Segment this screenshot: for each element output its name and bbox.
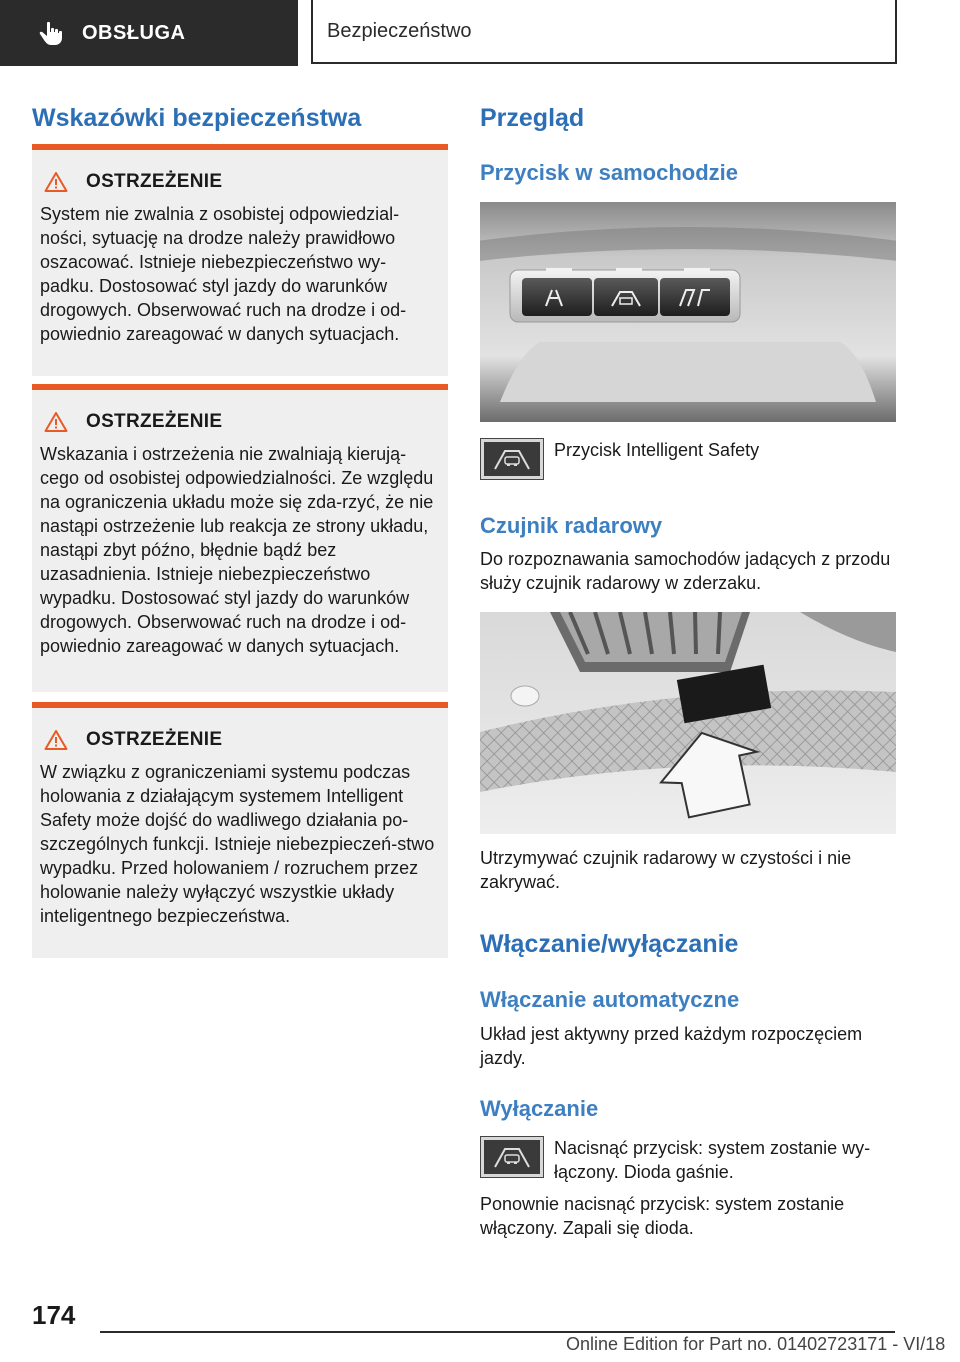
- footer-divider: [100, 1331, 895, 1333]
- radar-sensor-note: Utrzymywać czujnik radarowy w czystości i nie zakrywać.: [480, 848, 852, 892]
- warning-triangle-icon: [44, 411, 68, 433]
- warning-heading: OSTRZEŻENIE: [86, 171, 223, 192]
- safety-notes-title: Wskazówki bezpieczeństwa: [32, 104, 362, 132]
- switch-off-text: Nacisnąć przycisk: system zostanie wy-łączony. Dioda gaśnie.: [554, 1138, 871, 1182]
- warning-triangle-icon: [44, 729, 68, 751]
- section-tab-label: OBSŁUGA: [82, 21, 186, 44]
- warning-heading: OSTRZEŻENIE: [86, 411, 223, 432]
- switch-off-row: [480, 1136, 894, 1184]
- warning-box-1: [32, 144, 448, 376]
- warning-text: System nie zwalnia z osobistej odpowiedzial-ności, sytuację na drodze należy prawidłowo oszacować. Istnieje niebezpieczeństwo wy-padku. Dostosować styl jazdy do warunków drogowych. Obserwować ruch na drodze i od-powiednio zareagować w danych sytuacjach.: [40, 204, 407, 344]
- section-tab[interactable]: [0, 0, 298, 66]
- warning-text: Wskazania i ostrzeżenia nie zwalniają kierują-cego od osobistej odpowiedzialności. Ze względu na ograniczenia układu może się zda-rzyć, że nie nastąpi ostrzeżenie lub reakcja ze strony układu, nastąpi zbyt późno, błędnie bądź bez uzasadnienia. Istnieje niebezpieczeństwo wypadku. Dostosować styl jazdy do warunków drogowych. Obserwować ruch na drodze i od-powiednio zareagować w danych sytuacjach.: [40, 444, 434, 656]
- warning-box-2: [32, 384, 448, 692]
- chapter-title-text: Bezpieczeństwo: [327, 19, 472, 42]
- intelligent-safety-button-icon[interactable]: [480, 1136, 544, 1178]
- on-off-title: Włączanie/wyłączanie: [480, 930, 739, 958]
- radar-sensor-photo: [480, 612, 896, 834]
- button-panel-photo: [480, 202, 896, 422]
- edition-note: Online Edition for Part no. 01402723171 - VI/18: [566, 1334, 946, 1354]
- hand-pointer-icon: [38, 20, 64, 46]
- page-number: 174: [32, 1300, 76, 1330]
- chapter-title: [311, 0, 897, 64]
- warning-heading: OSTRZEŻENIE: [86, 729, 223, 750]
- warning-text: W związku z ograniczeniami systemu podczas holowania z działającym systemem Intelligent Safety może dojść do wadliwego działania po-szczególnych funkcji. Istnieje niebezpieczeń-stwo wypadku. Przed holowaniem / rozruchem przez holowanie należy wyłączyć wszystkie układy inteligentnego bezpieczeństwa.: [40, 762, 435, 926]
- button-in-car-subtitle: Przycisk w samochodzie: [480, 160, 738, 185]
- auto-on-subtitle: Włączanie automatyczne: [480, 987, 740, 1012]
- button-caption: Przycisk Intelligent Safety: [554, 440, 760, 460]
- radar-sensor-subtitle: Czujnik radarowy: [480, 513, 663, 538]
- switch-on-text: Ponownie nacisnąć przycisk: system zostanie włączony. Zapali się dioda.: [480, 1194, 845, 1238]
- auto-on-text: Układ jest aktywny przed każdym rozpoczęciem jazdy.: [480, 1024, 863, 1068]
- intelligent-safety-button-row: [480, 438, 759, 480]
- warning-box-3: [32, 702, 448, 958]
- radar-sensor-text: Do rozpoznawania samochodów jadących z przodu służy czujnik radarowy w zderzaku.: [480, 549, 891, 593]
- overview-title: Przegląd: [480, 104, 585, 132]
- switch-off-subtitle: Wyłączanie: [480, 1096, 599, 1121]
- warning-triangle-icon: [44, 171, 68, 193]
- intelligent-safety-button-icon[interactable]: [480, 438, 544, 480]
